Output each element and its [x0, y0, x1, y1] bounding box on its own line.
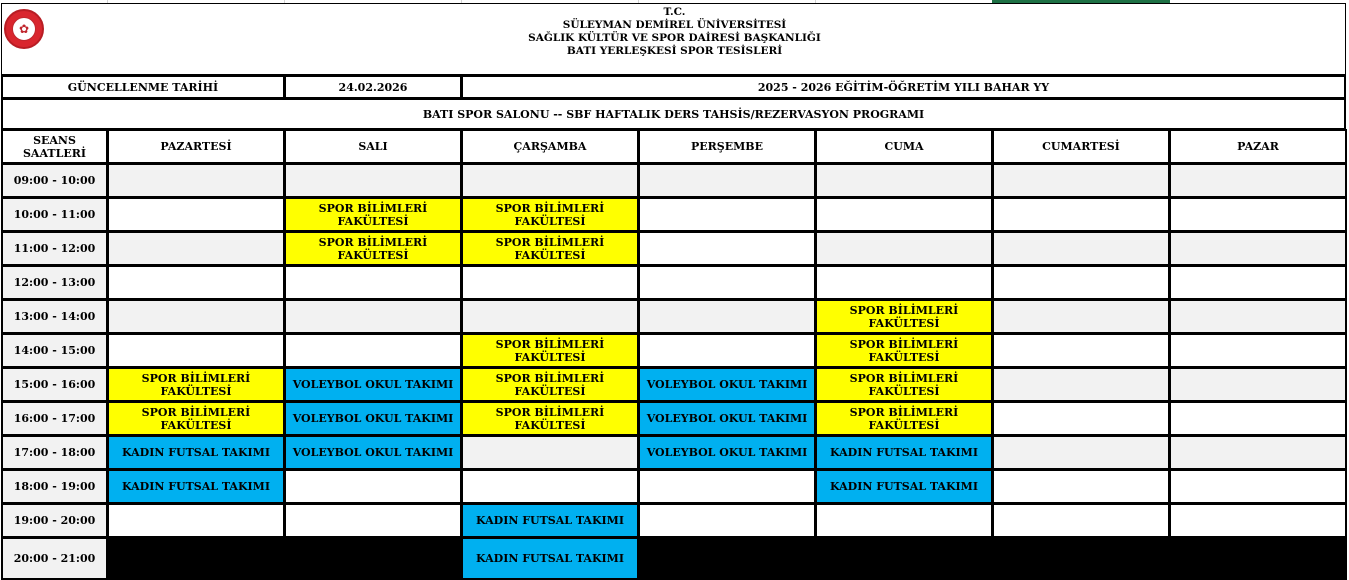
empty-slot-cell[interactable] [1169, 367, 1347, 402]
empty-slot-cell[interactable] [992, 367, 1170, 402]
empty-slot-cell[interactable] [638, 537, 816, 580]
empty-slot-cell[interactable] [284, 299, 462, 334]
time-slot-label: 09:00 - 10:00 [1, 163, 108, 198]
empty-slot-cell[interactable] [1169, 435, 1347, 470]
empty-slot-cell[interactable] [461, 163, 639, 198]
reservation-cell[interactable]: KADIN FUTSAL TAKIMI [107, 435, 285, 470]
empty-slot-cell[interactable] [284, 265, 462, 300]
empty-slot-cell[interactable] [284, 537, 462, 580]
empty-slot-cell[interactable] [638, 231, 816, 266]
empty-slot-cell[interactable] [1169, 231, 1347, 266]
schedule-title: BATI SPOR SALONU -- SBF HAFTALIK DERS TAHSİS/REZERVASYON PROGRAMI [1, 98, 1346, 130]
empty-slot-cell[interactable] [992, 469, 1170, 504]
reservation-cell[interactable]: SPOR BİLİMLERİ FAKÜLTESİ [461, 367, 639, 402]
reservation-cell[interactable]: KADIN FUTSAL TAKIMI [815, 469, 993, 504]
reservation-cell[interactable]: VOLEYBOL OKUL TAKIMI [284, 367, 462, 402]
empty-slot-cell[interactable] [107, 299, 285, 334]
empty-slot-cell[interactable] [1169, 197, 1347, 232]
day-header-7: PAZAR [1169, 129, 1347, 164]
empty-slot-cell[interactable] [638, 197, 816, 232]
empty-slot-cell[interactable] [461, 469, 639, 504]
reservation-cell[interactable]: SPOR BİLİMLERİ FAKÜLTESİ [815, 367, 993, 402]
reservation-cell[interactable]: SPOR BİLİMLERİ FAKÜLTESİ [815, 401, 993, 436]
empty-slot-cell[interactable] [284, 163, 462, 198]
reservation-cell[interactable]: KADIN FUTSAL TAKIMI [107, 469, 285, 504]
update-date-label: GÜNCELLENME TARİHİ [1, 75, 285, 99]
reservation-cell[interactable]: SPOR BİLİMLERİ FAKÜLTESİ [284, 197, 462, 232]
time-slot-label: 16:00 - 17:00 [1, 401, 108, 436]
empty-slot-cell[interactable] [107, 503, 285, 538]
reservation-cell[interactable]: SPOR BİLİMLERİ FAKÜLTESİ [815, 333, 993, 368]
empty-slot-cell[interactable] [1169, 265, 1347, 300]
empty-slot-cell[interactable] [1169, 469, 1347, 504]
time-slot-label: 20:00 - 21:00 [1, 537, 108, 580]
empty-slot-cell[interactable] [815, 197, 993, 232]
time-slot-label: 10:00 - 11:00 [1, 197, 108, 232]
day-header-2: SALI [284, 129, 462, 164]
time-slot-label: 15:00 - 16:00 [1, 367, 108, 402]
empty-slot-cell[interactable] [638, 469, 816, 504]
empty-slot-cell[interactable] [992, 333, 1170, 368]
reservation-cell[interactable]: VOLEYBOL OKUL TAKIMI [284, 401, 462, 436]
empty-slot-cell[interactable] [107, 265, 285, 300]
session-hours-header: SEANS SAATLERİ [1, 129, 108, 164]
time-slot-label: 13:00 - 14:00 [1, 299, 108, 334]
seal-glyph: ✿ [18, 22, 30, 36]
empty-slot-cell[interactable] [284, 333, 462, 368]
time-slot-label: 19:00 - 20:00 [1, 503, 108, 538]
empty-slot-cell[interactable] [107, 333, 285, 368]
empty-slot-cell[interactable] [992, 265, 1170, 300]
reservation-cell[interactable]: SPOR BİLİMLERİ FAKÜLTESİ [815, 299, 993, 334]
empty-slot-cell[interactable] [461, 435, 639, 470]
empty-slot-cell[interactable] [284, 469, 462, 504]
time-slot-label: 17:00 - 18:00 [1, 435, 108, 470]
empty-slot-cell[interactable] [638, 265, 816, 300]
day-header-3: ÇARŞAMBA [461, 129, 639, 164]
reservation-cell[interactable]: VOLEYBOL OKUL TAKIMI [284, 435, 462, 470]
empty-slot-cell[interactable] [992, 231, 1170, 266]
empty-slot-cell[interactable] [992, 401, 1170, 436]
reservation-cell[interactable]: SPOR BİLİMLERİ FAKÜLTESİ [461, 333, 639, 368]
reservation-cell[interactable]: KADIN FUTSAL TAKIMI [815, 435, 993, 470]
empty-slot-cell[interactable] [815, 537, 993, 580]
empty-slot-cell[interactable] [638, 163, 816, 198]
empty-slot-cell[interactable] [638, 503, 816, 538]
reservation-cell[interactable]: VOLEYBOL OKUL TAKIMI [638, 435, 816, 470]
header-tc: T.C. [663, 6, 686, 18]
reservation-cell[interactable]: KADIN FUTSAL TAKIMI [461, 537, 639, 580]
empty-slot-cell[interactable] [284, 503, 462, 538]
empty-slot-cell[interactable] [1169, 333, 1347, 368]
time-slot-label: 18:00 - 19:00 [1, 469, 108, 504]
empty-slot-cell[interactable] [992, 299, 1170, 334]
empty-slot-cell[interactable] [815, 163, 993, 198]
reservation-cell[interactable]: SPOR BİLİMLERİ FAKÜLTESİ [461, 197, 639, 232]
reservation-cell[interactable]: SPOR BİLİMLERİ FAKÜLTESİ [107, 401, 285, 436]
header-campus: BATI YERLEŞKESİ SPOR TESİSLERİ [566, 45, 783, 57]
header-department: SAĞLIK KÜLTÜR VE SPOR DAİRESİ BAŞKANLIĞI [528, 32, 821, 44]
reservation-cell[interactable]: VOLEYBOL OKUL TAKIMI [638, 367, 816, 402]
empty-slot-cell[interactable] [107, 163, 285, 198]
update-date-value[interactable]: 24.02.2026 [284, 75, 462, 99]
reservation-cell[interactable]: SPOR BİLİMLERİ FAKÜLTESİ [107, 367, 285, 402]
academic-term: 2025 - 2026 EĞİTİM-ÖĞRETİM YILI BAHAR YY [461, 75, 1346, 99]
reservation-cell[interactable]: VOLEYBOL OKUL TAKIMI [638, 401, 816, 436]
time-slot-label: 14:00 - 15:00 [1, 333, 108, 368]
day-header-1: PAZARTESİ [107, 129, 285, 164]
empty-slot-cell[interactable] [1169, 299, 1347, 334]
time-slot-label: 11:00 - 12:00 [1, 231, 108, 266]
empty-slot-cell[interactable] [815, 231, 993, 266]
day-header-5: CUMA [815, 129, 993, 164]
empty-slot-cell[interactable] [1169, 537, 1347, 580]
reservation-cell[interactable]: SPOR BİLİMLERİ FAKÜLTESİ [461, 231, 639, 266]
empty-slot-cell[interactable] [992, 435, 1170, 470]
reservation-cell[interactable]: KADIN FUTSAL TAKIMI [461, 503, 639, 538]
empty-slot-cell[interactable] [815, 265, 993, 300]
empty-slot-cell[interactable] [992, 503, 1170, 538]
time-slot-label: 12:00 - 13:00 [1, 265, 108, 300]
empty-slot-cell[interactable] [461, 299, 639, 334]
empty-slot-cell[interactable] [1169, 163, 1347, 198]
empty-slot-cell[interactable] [992, 197, 1170, 232]
empty-slot-cell[interactable] [638, 333, 816, 368]
reservation-cell[interactable]: SPOR BİLİMLERİ FAKÜLTESİ [461, 401, 639, 436]
empty-slot-cell[interactable] [815, 503, 993, 538]
empty-slot-cell[interactable] [1169, 401, 1347, 436]
header-university: SÜLEYMAN DEMİREL ÜNİVERSİTESİ [562, 19, 787, 31]
empty-slot-cell[interactable] [107, 197, 285, 232]
empty-slot-cell[interactable] [1169, 503, 1347, 538]
empty-slot-cell[interactable] [638, 299, 816, 334]
day-header-6: CUMARTESİ [992, 129, 1170, 164]
empty-slot-cell[interactable] [992, 163, 1170, 198]
empty-slot-cell[interactable] [992, 537, 1170, 580]
empty-slot-cell[interactable] [461, 265, 639, 300]
reservation-cell[interactable]: SPOR BİLİMLERİ FAKÜLTESİ [284, 231, 462, 266]
empty-slot-cell[interactable] [107, 537, 285, 580]
empty-slot-cell[interactable] [107, 231, 285, 266]
day-header-4: PERŞEMBE [638, 129, 816, 164]
